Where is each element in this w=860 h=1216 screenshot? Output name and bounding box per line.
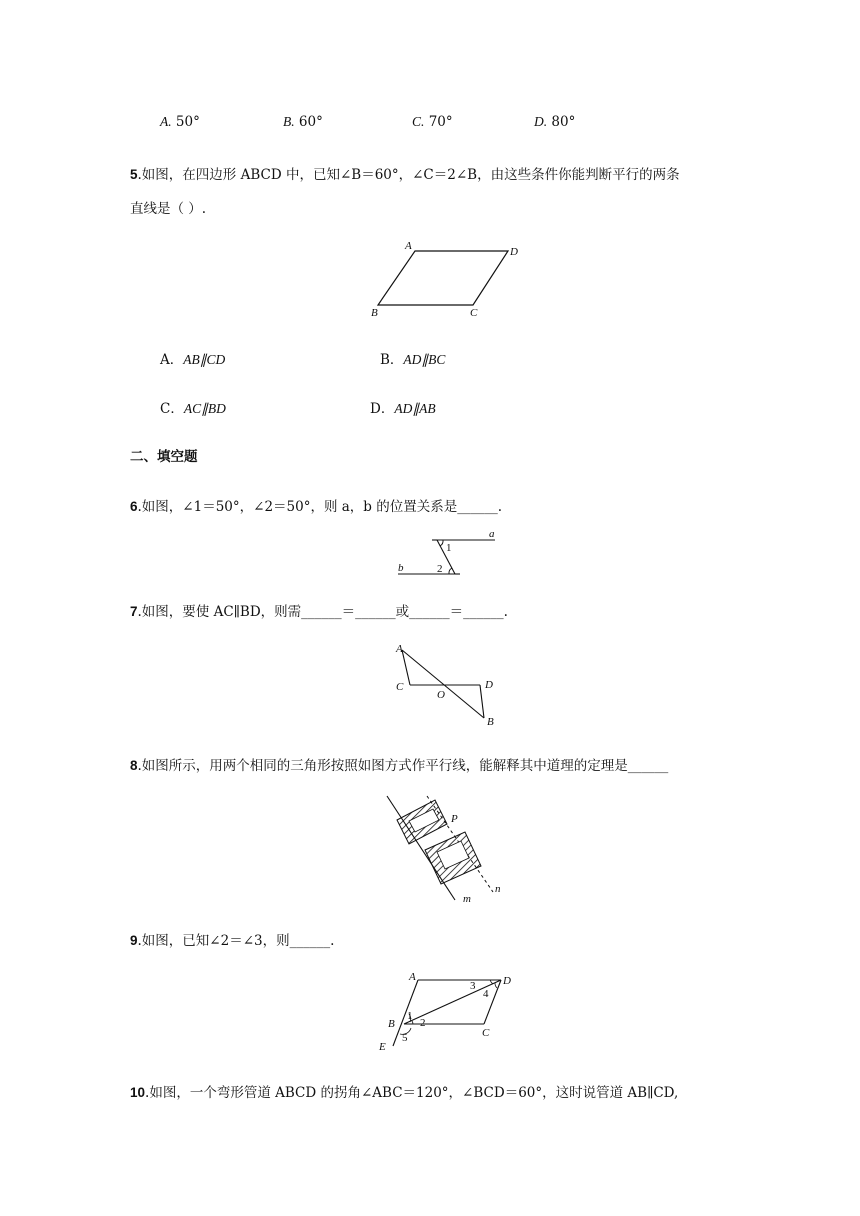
q5-label-b: B <box>371 307 378 319</box>
q5-label-c: C <box>470 307 478 319</box>
q7-figure <box>392 640 502 730</box>
q8-question: 8.如图所示，用两个相同的三角形按照如图方式作平行线，能解释其中道理的定理是______ <box>130 758 669 774</box>
q6-question: 6.如图，∠1＝50°，∠2＝50°，则 a，b 的位置关系是______. <box>130 499 503 515</box>
q5-question: 5.如图，在四边形 ABCD 中，已知∠B＝60°，∠C＝2∠B，由这些条件你能判断平行的两条 <box>130 167 680 183</box>
q6-label-1: 1 <box>446 542 452 554</box>
q5-option-a: A．AB∥CD <box>160 352 226 368</box>
section-title-fill-in: 二、填空题 <box>130 449 198 464</box>
q9-label-e: E <box>379 1041 386 1053</box>
q9-label-c: C <box>482 1027 490 1039</box>
q9-figure <box>376 970 526 1055</box>
q5-label-d: D <box>510 246 518 258</box>
q5-option-c: C．AC∥BD <box>160 401 226 417</box>
q10-question: 10.如图，一个弯形管道 ABCD 的拐角∠ABC＝120°，∠BCD＝60°，这时说管道 AB∥CD, <box>130 1085 679 1101</box>
q4-option-c: C. 70° <box>412 114 453 130</box>
q8-label-p: P <box>451 813 458 825</box>
q9-label-1: 1 <box>407 1010 413 1022</box>
q5-option-d: D．AD∥AB <box>370 401 436 417</box>
q9-question: 9.如图，已知∠2＝∠3，则______. <box>130 933 335 949</box>
q6-label-b: b <box>398 562 404 574</box>
q6-label-2: 2 <box>437 563 443 575</box>
q9-label-5: 5 <box>402 1032 408 1044</box>
q5-figure-parallelogram <box>360 238 530 323</box>
q9-arc-4 <box>495 983 497 988</box>
q7-label-c: C <box>396 681 404 693</box>
q5-parallelogram-shape <box>378 251 508 305</box>
q4-option-d: D. 80° <box>534 114 576 130</box>
q7-label-o: O <box>437 689 445 701</box>
q9-label-b: B <box>388 1018 395 1030</box>
q8-figure <box>385 796 515 906</box>
q6-label-a: a <box>489 528 495 540</box>
q5-option-b: B．AD∥BC <box>380 352 446 368</box>
q7-segment-db <box>480 685 484 718</box>
q7-question: 7.如图，要使 AC∥BD，则需______＝______或______＝______. <box>130 604 508 620</box>
q9-label-3: 3 <box>470 980 476 992</box>
q7-label-a: A <box>396 643 403 655</box>
q5-question-line2: 直线是（ ）. <box>130 201 207 217</box>
q9-label-d: D <box>503 975 511 987</box>
q7-label-d: D <box>485 679 493 691</box>
q6-figure <box>395 528 505 578</box>
q4-option-b: B. 60° <box>283 114 323 130</box>
q8-label-n: n <box>495 883 501 895</box>
q6-angle-arc-2 <box>449 568 452 574</box>
q9-label-2: 2 <box>420 1017 426 1029</box>
q4-option-a: A. 50° <box>160 114 200 130</box>
q7-label-b: B <box>487 716 494 728</box>
q9-label-a: A <box>409 971 416 983</box>
q6-angle-arc-1 <box>440 540 443 546</box>
q8-label-m: m <box>463 893 471 905</box>
q7-segment-ab <box>402 650 484 718</box>
q9-arc-3 <box>490 980 493 984</box>
q5-label-a: A <box>405 240 412 252</box>
q9-label-4: 4 <box>483 988 489 1000</box>
